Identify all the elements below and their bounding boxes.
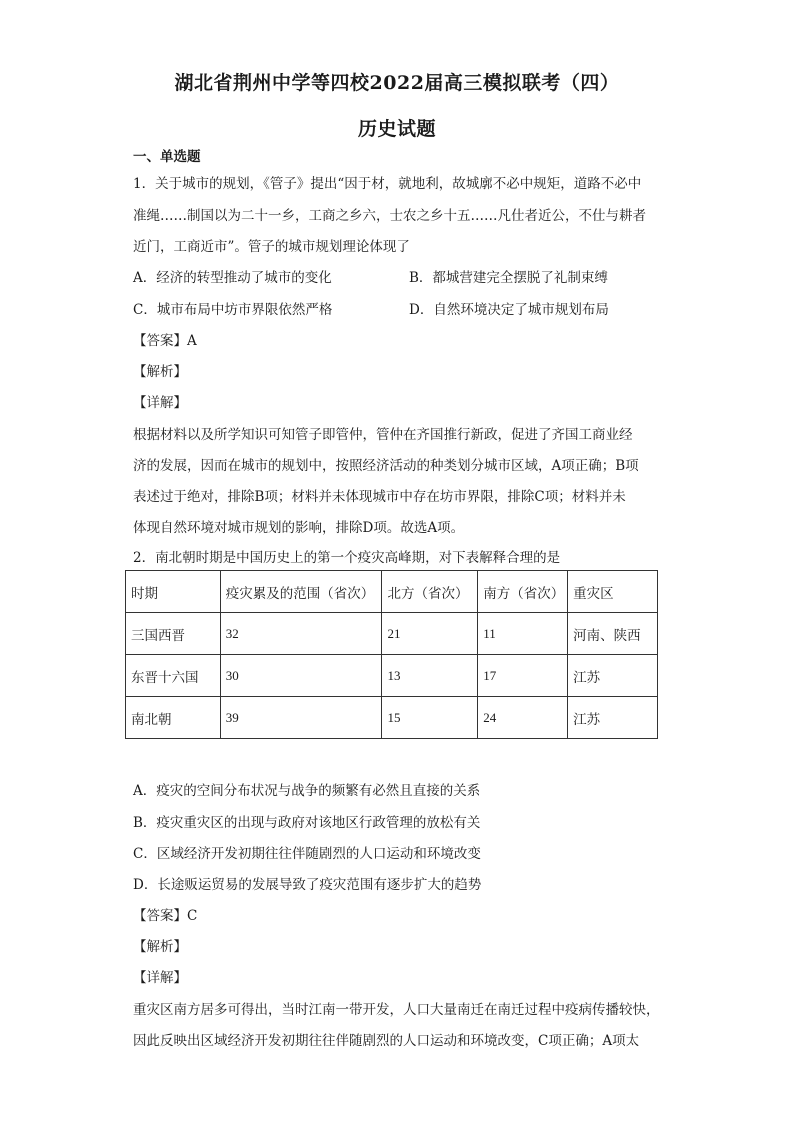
- table-cell: 32: [220, 613, 382, 655]
- table-header-cell: 南方（省次）: [478, 571, 568, 613]
- table-cell: 东晋十六国: [126, 655, 221, 697]
- q2-option-a: A．疫灾的空间分布状况与战争的频繁有必然且直接的关系: [133, 783, 481, 799]
- table-cell: 江苏: [568, 655, 658, 697]
- q1-explanation-line: 表述过于绝对，排除B项；材料并未体现城市中存在坊市界限，排除C项；材料并未: [133, 489, 626, 505]
- section-heading: 一、单选题: [133, 149, 201, 165]
- table-header-cell: 时期: [126, 571, 221, 613]
- table-cell: 24: [478, 697, 568, 739]
- q1-option-d: D．自然环境决定了城市规划布局: [409, 302, 609, 318]
- q2-detail-label: 【详解】: [133, 970, 187, 986]
- exam-title: 湖北省荆州中学等四校2022届高三模拟联考（四）: [174, 72, 620, 94]
- q1-option-b: B．都城营建完全摆脱了礼制束缚: [409, 270, 608, 286]
- q1-explanation-line: 根据材料以及所学知识可知管子即管仲，管仲在齐国推行新政，促进了齐国工商业经: [133, 427, 633, 443]
- table-cell: 15: [382, 697, 478, 739]
- table-cell: 三国西晋: [126, 613, 221, 655]
- table-cell: 39: [220, 697, 382, 739]
- q2-stem: 2．南北朝时期是中国历史上的第一个疫灾高峰期，对下表解释合理的是: [133, 550, 561, 566]
- q2-answer: 【答案】C: [133, 908, 198, 924]
- q1-stem-line: 近门，工商近市”。管子的城市规划理论体现了: [133, 239, 410, 255]
- q1-explanation-line: 济的发展，因而在城市的规划中，按照经济活动的种类划分城市区域，A项正确；B项: [133, 458, 639, 474]
- table-header-cell: 重灾区: [568, 571, 658, 613]
- q2-option-d: D．长途贩运贸易的发展导致了疫灾范围有逐步扩大的趋势: [133, 877, 482, 893]
- q1-option-a: A．经济的转型推动了城市的变化: [133, 270, 332, 286]
- q2-explanation-line: 重灾区南方居多可得出，当时江南一带开发，人口大量南迁在南迁过程中疫病传播较快，: [133, 1002, 660, 1018]
- q1-option-c: C．城市布局中坊市界限依然严格: [133, 302, 333, 318]
- q2-option-b: B．疫灾重灾区的出现与政府对该地区行政管理的放松有关: [133, 815, 481, 831]
- exam-subtitle: 历史试题: [357, 118, 436, 140]
- q1-explanation-line: 体现自然环境对城市规划的影响，排除D项。故选A项。: [133, 520, 465, 536]
- table-header-cell: 疫灾累及的范围（省次）: [220, 571, 382, 613]
- table-row: [126, 655, 658, 697]
- q1-detail-label: 【详解】: [133, 395, 187, 411]
- table-cell: 17: [478, 655, 568, 697]
- table-header-cell: 北方（省次）: [382, 571, 478, 613]
- table-cell: 河南、陕西: [568, 613, 658, 655]
- table-cell: 南北朝: [126, 697, 221, 739]
- q2-analysis-label: 【解析】: [133, 939, 187, 955]
- table-cell: 江苏: [568, 697, 658, 739]
- table-row: [126, 697, 658, 739]
- table-row: [126, 613, 658, 655]
- q1-stem-line: 1．关于城市的规划，《管子》提出“因于材，就地利，故城廓不必中规矩，道路不必中: [133, 176, 642, 192]
- q1-analysis-label: 【解析】: [133, 364, 187, 380]
- table-cell: 21: [382, 613, 478, 655]
- epidemic-table: [125, 570, 658, 739]
- q2-option-c: C．区域经济开发初期往往伴随剧烈的人口运动和环境改变: [133, 846, 481, 862]
- q1-answer: 【答案】A: [133, 333, 197, 349]
- table-cell: 13: [382, 655, 478, 697]
- q1-stem-line: 准绳……制国以为二十一乡，工商之乡六，士农之乡十五……凡仕者近公，不仕与耕者: [133, 208, 646, 224]
- table-cell: 11: [478, 613, 568, 655]
- table-cell: 30: [220, 655, 382, 697]
- q2-explanation-line: 因此反映出区域经济开发初期往往伴随剧烈的人口运动和环境改变，C项正确；A项太: [133, 1033, 640, 1049]
- table-header-row: [126, 571, 658, 613]
